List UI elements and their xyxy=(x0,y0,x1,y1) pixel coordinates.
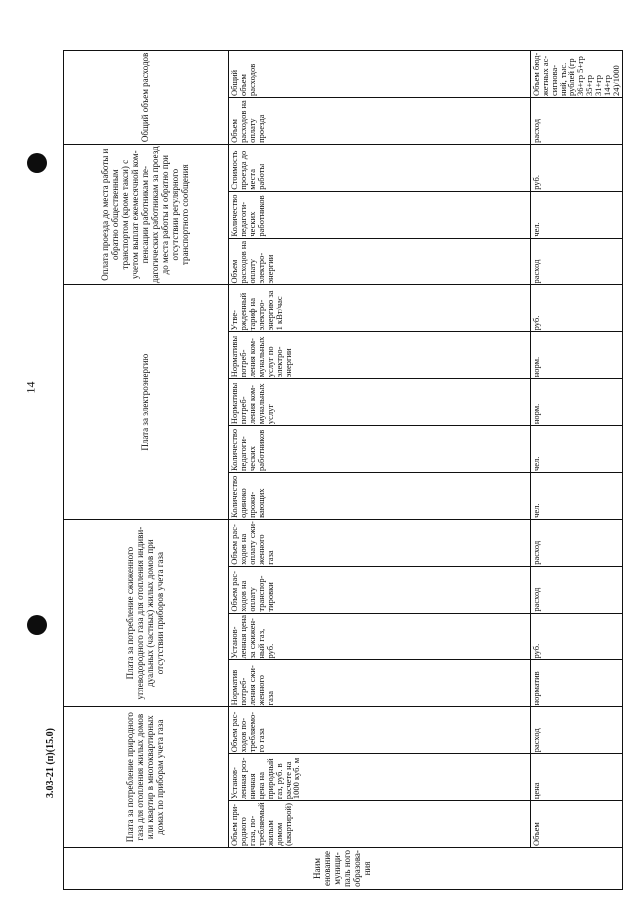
electricity-header: Плата за электроэнергию xyxy=(64,285,229,519)
table-cell: расход xyxy=(530,519,622,566)
punch-hole-top xyxy=(27,153,47,173)
transport-header: Оплата проезда до места работы и обратно общественным транспортом (кроме такси) с учетом выплат ежемесячной компенсации работникам педагогических работникам за проезд до места работы и обратно при отсутствии регулярного транспортного сообщения xyxy=(64,144,229,285)
table-cell: Объем расходов на оплату проезда xyxy=(229,98,531,145)
table-cell: руб. xyxy=(530,285,622,332)
table-cell: чел. xyxy=(530,426,622,473)
document-code: 3.03-21 (п)(15.0) xyxy=(45,728,56,798)
table-cell: Общий объем расходов xyxy=(229,51,531,98)
table-cell: Объем природного газа, потребляемый жилым домом (квартирой) xyxy=(229,801,531,848)
table-cell: Стоимость проезда до места работы xyxy=(229,144,531,191)
table-header-row xyxy=(64,51,229,890)
table-cell: норм. xyxy=(530,379,622,426)
table-cell: Утвержденный тариф на электроэнергию за 1 кВт/час xyxy=(229,285,531,332)
table-cell: руб. xyxy=(530,613,622,660)
table-cell: Нормативы потребления коммунальных услуг по электроэнергии xyxy=(229,332,531,379)
total-header: Общий объем расходов xyxy=(64,51,229,145)
table-cell: цена xyxy=(530,754,622,801)
page-number: 14 xyxy=(23,381,38,394)
gas-heating-header: Плата за потребление природного газа для отопления жилых домов или квартир в многоквартирных домах по приборам учета газа xyxy=(64,707,229,848)
table-cell: Количество одиноко проживающих xyxy=(229,473,531,520)
rotated-table xyxy=(63,50,623,890)
table-row xyxy=(229,51,531,890)
table-cell: Объем бюджетных ассигнований, тыс. рублей (гр 36+гр 5+гр 35+гр 31+гр 14+гр 24)/1000 xyxy=(530,51,622,98)
table-cell: Норматив потребления сжиженного газа xyxy=(229,660,531,707)
rotated-table-frame xyxy=(63,50,623,890)
table-cell: Объем расходов на оплату сжиженного газа xyxy=(229,519,531,566)
gas-no-meter-header: Плата за потребление сжиженного углеводородного газа для отопления индивидуальных (частных) жилых домов при отсутствии приборов учета газа xyxy=(64,519,229,707)
punch-hole-bottom xyxy=(27,615,47,635)
table-cell: норматив xyxy=(530,660,622,707)
table-cell: Нормативы потребления коммунальных услуг xyxy=(229,379,531,426)
table-cell: Объем xyxy=(530,801,622,848)
municipality-header: Наим енование муниципаль ного образования xyxy=(64,848,623,890)
table-row xyxy=(530,51,622,890)
table-cell: чел. xyxy=(530,191,622,238)
table-cell: Количество педагогических работников xyxy=(229,191,531,238)
table-cell: Установленная цена за сжиженный газ, руб. xyxy=(229,613,531,660)
table-cell: расход xyxy=(530,707,622,754)
table-cell: Объем расходов потребляемого газа xyxy=(229,707,531,754)
table-cell: норм. xyxy=(530,332,622,379)
table-cell: Объем расходов на оплату транспортировки xyxy=(229,566,531,613)
table-cell: расход xyxy=(530,98,622,145)
table-cell: расход xyxy=(530,566,622,613)
table-cell: расход xyxy=(530,238,622,285)
table-cell: Установленная розничная цена на природный газ, руб. в расчете на 1000 куб. м xyxy=(229,754,531,801)
table-cell: Объем расходов на оплату электроэнергии xyxy=(229,238,531,285)
table-cell: руб. xyxy=(530,144,622,191)
table-cell: Количество педагогических работников xyxy=(229,426,531,473)
expenses-table xyxy=(63,50,623,890)
table-cell: чел. xyxy=(530,473,622,520)
